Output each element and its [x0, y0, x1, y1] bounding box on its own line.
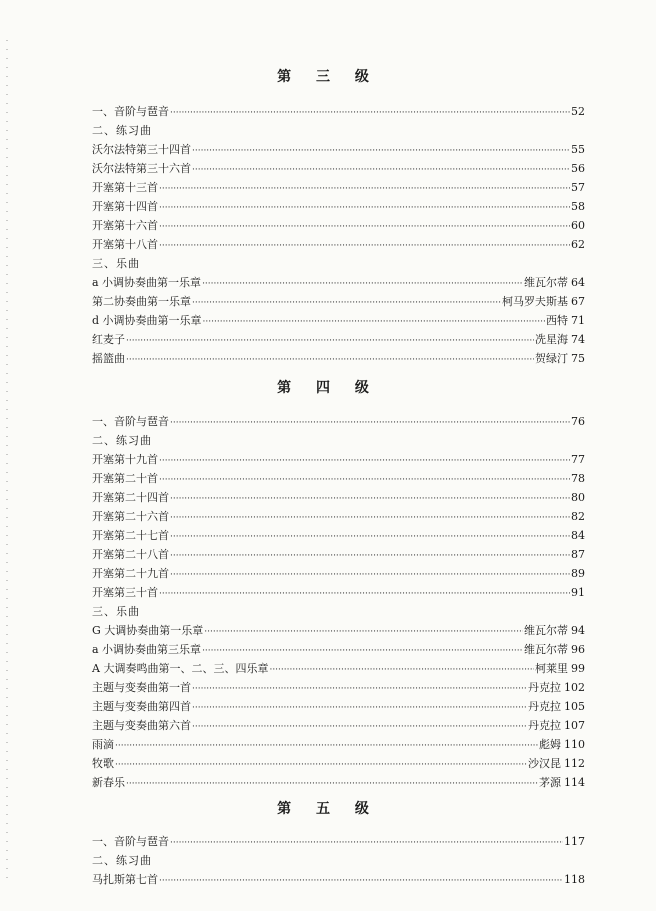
toc-section-grade-4 [92, 412, 585, 792]
toc-entry-title: 一、音阶与琶音 [92, 105, 169, 118]
dot-leader [159, 218, 570, 237]
toc-entry-composer: 茅源 [539, 776, 561, 789]
dot-leader [159, 180, 570, 199]
toc-entry[interactable] [92, 507, 585, 526]
toc-entry-page-number: 52 [571, 105, 585, 118]
toc-heading [92, 851, 585, 870]
toc-entry[interactable] [92, 640, 585, 659]
toc-entry[interactable] [92, 621, 585, 640]
toc-entry-title: 主题与变奏曲第一首 [92, 681, 191, 694]
toc-entry-page-number: 96 [571, 643, 585, 656]
toc-entry-title: 开塞第十三首 [92, 181, 158, 194]
toc-entry-composer: 柯马罗夫斯基 [502, 295, 568, 308]
dot-leader [203, 313, 545, 332]
toc-entry-title: 一、音阶与琶音 [92, 835, 169, 848]
toc-entry[interactable] [92, 450, 585, 469]
toc-entry-title: 二、练习曲 [92, 124, 152, 137]
toc-entry-title: 开塞第二十首 [92, 472, 158, 485]
dot-leader [170, 414, 570, 433]
toc-entry-page-number: 57 [571, 181, 585, 194]
toc-entry-page-number: 67 [571, 295, 585, 308]
toc-entry[interactable] [92, 488, 585, 507]
toc-entry-title: 摇篮曲 [92, 352, 125, 365]
toc-entry-page-number: 117 [564, 835, 585, 848]
toc-entry-composer: 西特 [546, 314, 568, 327]
toc-entry-title: 开塞第二十六首 [92, 510, 169, 523]
dot-leader [170, 566, 570, 585]
toc-entry-page-number: 84 [571, 529, 585, 542]
dot-leader [269, 661, 534, 680]
toc-entry-title: 马扎斯第七首 [92, 873, 158, 886]
dot-leader [159, 471, 570, 490]
toc-entry-title: 雨滴 [92, 738, 114, 751]
section-title-grade-4: 第 四 级 [277, 380, 379, 396]
toc-entry[interactable] [92, 292, 585, 311]
dot-leader [202, 275, 523, 294]
binding-edge-marks [6, 40, 8, 880]
toc-entry-composer: 维瓦尔蒂 [524, 643, 568, 656]
toc-entry-title: 三、乐曲 [92, 605, 140, 618]
toc-entry[interactable] [92, 678, 585, 697]
toc-section-grade-5 [92, 832, 585, 889]
toc-entry-title: 开塞第二十九首 [92, 567, 169, 580]
dot-leader [170, 834, 563, 853]
toc-entry[interactable] [92, 140, 585, 159]
dot-leader [126, 332, 534, 351]
dot-leader [159, 199, 570, 218]
toc-entry[interactable] [92, 349, 585, 368]
toc-entry-composer: 维瓦尔蒂 [524, 276, 568, 289]
toc-entry[interactable] [92, 832, 585, 851]
toc-entry-title: 开塞第二十七首 [92, 529, 169, 542]
toc-entry-page-number: 110 [564, 738, 585, 751]
dot-leader [115, 737, 538, 756]
toc-heading [92, 602, 585, 621]
toc-entry-title: A 大调奏鸣曲第一、二、三、四乐章 [92, 662, 269, 675]
toc-heading [92, 121, 585, 140]
dot-leader [192, 718, 527, 737]
toc-entry-page-number: 118 [564, 873, 585, 886]
toc-entry-title: 开塞第三十首 [92, 586, 158, 599]
dot-leader [159, 872, 563, 891]
toc-entry-page-number: 102 [564, 681, 585, 694]
toc-entry-title: 主题与变奏曲第六首 [92, 719, 191, 732]
toc-entry[interactable] [92, 159, 585, 178]
dot-leader [126, 351, 534, 370]
toc-entry-page-number: 89 [571, 567, 585, 580]
toc-entry[interactable] [92, 102, 585, 121]
toc-entry[interactable] [92, 526, 585, 545]
toc-entry-title: 三、乐曲 [92, 257, 140, 270]
toc-section-grade-3 [92, 102, 585, 368]
toc-heading [92, 254, 585, 273]
toc-entry-title: 主题与变奏曲第四首 [92, 700, 191, 713]
dot-leader [170, 528, 570, 547]
toc-entry-title: 二、练习曲 [92, 854, 152, 867]
toc-entry-page-number: 107 [564, 719, 585, 732]
dot-leader [159, 237, 570, 256]
section-title-grade-5: 第 五 级 [277, 801, 379, 817]
toc-entry[interactable] [92, 197, 585, 216]
toc-entry-title: 开塞第十六首 [92, 219, 158, 232]
toc-entry[interactable] [92, 735, 585, 754]
section-title-grade-3: 第 三 级 [277, 69, 379, 85]
toc-entry-title: 沃尔法特第三十六首 [92, 162, 191, 175]
toc-entry-composer: 柯莱里 [535, 662, 568, 675]
toc-entry-title: 第二协奏曲第一乐章 [92, 295, 191, 308]
toc-entry-page-number: 80 [571, 491, 585, 504]
toc-entry-title: 沃尔法特第三十四首 [92, 143, 191, 156]
toc-entry[interactable] [92, 659, 585, 678]
toc-entry[interactable] [92, 469, 585, 488]
dot-leader [192, 161, 570, 180]
dot-leader [126, 775, 538, 794]
toc-entry-page-number: 56 [571, 162, 585, 175]
dot-leader [170, 509, 570, 528]
toc-entry-title: 红麦子 [92, 333, 125, 346]
toc-entry-page-number: 94 [571, 624, 585, 637]
toc-entry-page-number: 114 [564, 776, 585, 789]
toc-entry-page-number: 112 [564, 757, 585, 770]
dot-leader [115, 756, 527, 775]
toc-entry-composer: 维瓦尔蒂 [524, 624, 568, 637]
toc-entry[interactable] [92, 545, 585, 564]
toc-entry[interactable] [92, 583, 585, 602]
dot-leader [192, 680, 527, 699]
toc-entry-title: a 小调协奏曲第三乐章 [92, 643, 202, 656]
toc-entry-page-number: 76 [571, 415, 585, 428]
toc-entry-page-number: 75 [571, 352, 585, 365]
dot-leader [204, 623, 523, 642]
dot-leader [170, 490, 570, 509]
dot-leader [170, 104, 570, 123]
toc-entry-title: G 大调协奏曲第一乐章 [92, 624, 204, 637]
toc-entry[interactable] [92, 412, 585, 431]
toc-entry-composer: 冼星海 [535, 333, 568, 346]
toc-entry-title: 开塞第十九首 [92, 453, 158, 466]
toc-entry[interactable] [92, 216, 585, 235]
toc-entry-page-number: 78 [571, 472, 585, 485]
toc-entry-composer: 沙汉昆 [528, 757, 561, 770]
toc-entry-page-number: 77 [571, 453, 585, 466]
dot-leader [192, 699, 527, 718]
dot-leader [192, 142, 570, 161]
toc-entry-page-number: 91 [571, 586, 585, 599]
toc-entry-title: 牧歌 [92, 757, 114, 770]
toc-entry-page-number: 99 [571, 662, 585, 675]
toc-entry-title: d 小调协奏曲第一乐章 [92, 314, 202, 327]
toc-entry[interactable] [92, 330, 585, 349]
toc-entry-title: a 小调协奏曲第一乐章 [92, 276, 202, 289]
toc-entry[interactable] [92, 235, 585, 254]
toc-entry-title: 一、音阶与琶音 [92, 415, 169, 428]
toc-entry[interactable] [92, 754, 585, 773]
dot-leader [159, 585, 570, 604]
toc-entry-title: 开塞第二十八首 [92, 548, 169, 561]
toc-entry-composer: 彪姆 [539, 738, 561, 751]
toc-entry-page-number: 74 [571, 333, 585, 346]
toc-entry[interactable] [92, 564, 585, 583]
toc-entry-composer: 贺绿汀 [535, 352, 568, 365]
toc-entry-title: 二、练习曲 [92, 434, 152, 447]
toc-entry-title: 开塞第十四首 [92, 200, 158, 213]
toc-entry-page-number: 58 [571, 200, 585, 213]
toc-entry-composer: 丹克拉 [528, 719, 561, 732]
toc-entry[interactable] [92, 870, 585, 889]
toc-entry-title: 新春乐 [92, 776, 125, 789]
toc-entry[interactable] [92, 311, 585, 330]
toc-entry[interactable] [92, 773, 585, 792]
toc-entry-composer: 丹克拉 [528, 700, 561, 713]
toc-entry[interactable] [92, 716, 585, 735]
toc-entry-title: 开塞第十八首 [92, 238, 158, 251]
toc-heading [92, 431, 585, 450]
toc-entry-page-number: 82 [571, 510, 585, 523]
toc-entry-composer: 丹克拉 [528, 681, 561, 694]
toc-entry[interactable] [92, 697, 585, 716]
toc-entry-page-number: 71 [571, 314, 585, 327]
toc-entry-title: 开塞第二十四首 [92, 491, 169, 504]
toc-entry-page-number: 87 [571, 548, 585, 561]
toc-entry-page-number: 60 [571, 219, 585, 232]
toc-entry-page-number: 64 [571, 276, 585, 289]
toc-entry[interactable] [92, 273, 585, 292]
dot-leader [170, 547, 570, 566]
toc-entry-page-number: 62 [571, 238, 585, 251]
toc-entry[interactable] [92, 178, 585, 197]
toc-entry-page-number: 105 [564, 700, 585, 713]
dot-leader [192, 294, 501, 313]
dot-leader [159, 452, 570, 471]
toc-entry-page-number: 55 [571, 143, 585, 156]
